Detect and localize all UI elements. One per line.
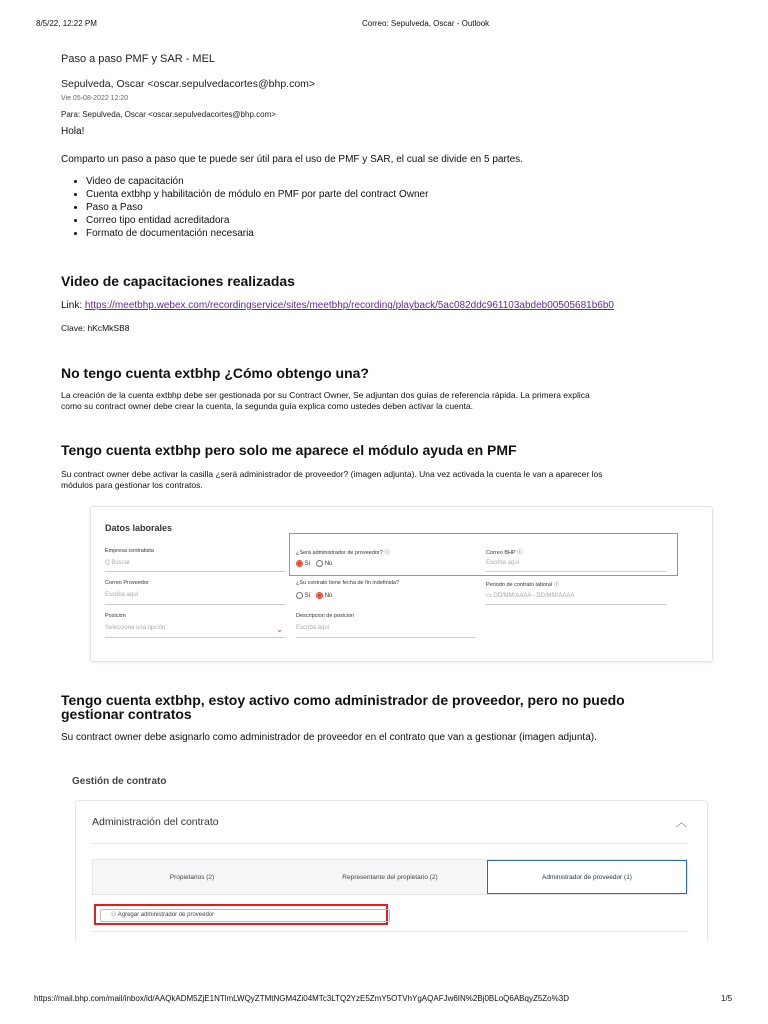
email-subject: Paso a paso PMF y SAR - MEL: [61, 53, 216, 65]
intro-text: Comparto un paso a paso que te puede ser útil para el uso de PMF y SAR, el cual se divide en 5 partes.: [61, 154, 523, 165]
heading-video: Video de capacitaciones realizadas: [61, 273, 295, 289]
page-number: 1/5: [721, 994, 733, 1003]
fecha-yes-radio[interactable]: [296, 592, 303, 599]
greeting: Hola!: [61, 126, 85, 137]
gestion-title: Gestión de contrato: [72, 776, 167, 787]
correo-bhp-input[interactable]: Escriba aquí: [486, 560, 520, 566]
tab-propietarios[interactable]: Propietarios (2): [169, 873, 215, 881]
help-module-line-1: Su contract owner debe activar la casilla ¿será administrador de proveedor? (imagen adjunta). Una vez activada la cuenta le van a aparecer los: [61, 469, 603, 479]
no-account-line-2: como su contract owner debe crear la cuenta, la segunda guía explica como ustedes deben activar la cuenta.: [61, 401, 474, 411]
fecha-fin-radio-group[interactable]: Sí No: [296, 592, 332, 599]
heading-help-module: Tengo cuenta extbhp pero solo me aparece el módulo ayuda en PMF: [61, 442, 517, 458]
datos-laborales-title: Datos laborales: [105, 523, 173, 533]
link-label: Link:: [61, 300, 85, 311]
video-key: Clave: hKcMkSB8: [61, 323, 130, 333]
descripcion-input[interactable]: Escriba aquí: [296, 625, 330, 631]
help-module-line-2: módulos para gestionar los contratos.: [61, 480, 203, 490]
add-user-icon: ⚇: [111, 912, 117, 918]
print-datetime: 8/5/22, 12:22 PM: [36, 19, 97, 28]
recording-link[interactable]: https://meetbhp.webex.com/recordingservice/sites/meetbhp/recording/playback/5ac082ddc961103abdeb00505681b6b0: [84, 300, 614, 311]
tab-representante[interactable]: Representante del propietario (2): [342, 873, 438, 881]
heading-admin-line-1: Tengo cuenta extbhp, estoy activo como administrador de proveedor, pero no puedo: [61, 692, 625, 708]
email-date: Vie 05-08-2022 12:20: [61, 95, 129, 102]
panel-title: Administración del contrato: [92, 816, 219, 828]
list-item: • Paso a Paso: [86, 201, 428, 214]
posicion-select[interactable]: Seleccione una opción ⌄: [105, 625, 283, 634]
periodo-input[interactable]: ▭ DD/MM/AAAA - DD/MM/AAAA: [486, 593, 575, 599]
chevron-down-icon: ⌄: [276, 625, 283, 634]
periodo-label: Periodo de contrato laboral ⓘ: [486, 582, 560, 588]
admin-radio-group[interactable]: Sí No: [296, 560, 332, 567]
list-item: • Correo tipo entidad acreditadora: [86, 214, 428, 227]
add-admin-highlight: [94, 904, 388, 925]
empresa-search-input[interactable]: Q Buscar: [105, 560, 131, 566]
empresa-label: Empresa contratista: [105, 548, 154, 554]
list-item: • Formato de documentación necesaria: [86, 227, 428, 240]
correo-proveedor-input[interactable]: Escriba aquí: [105, 592, 139, 598]
fecha-fin-label: ¿Su contrato tiene fecha de fin indefinida?: [296, 580, 400, 586]
no-account-line-1: La creación de la cuenta extbhp debe ser gestionada por su Contract Owner, Se adjuntan dos guías de referencia rápida. La primera explica: [61, 390, 590, 400]
admin-question-label: ¿Será administrador de proveedor? ⓘ: [296, 550, 390, 556]
tab-administrador[interactable]: Administrador de proveedor (1): [487, 860, 687, 894]
email-to: Para: Sepulveda, Oscar <oscar.sepulvedacortes@bhp.com>: [61, 110, 276, 119]
list-item: • Video de capacitación: [86, 175, 428, 188]
parts-list: [61, 175, 428, 240]
datos-laborales-screenshot: [90, 506, 713, 662]
email-from: Sepulveda, Oscar <oscar.sepulvedacortes@bhp.com>: [61, 78, 316, 90]
descripcion-label: Descripcion de posicion: [296, 613, 355, 619]
chevron-up-icon[interactable]: ︿: [676, 817, 687, 829]
admin-text: Su contract owner debe asignarlo como administrador de proveedor en el contrato que van a gestionar (imagen adjunta).: [61, 732, 597, 743]
gestion-contrato-screenshot: [75, 800, 708, 941]
heading-no-account: No tengo cuenta extbhp ¿Cómo obtengo una?: [61, 365, 369, 381]
posicion-label: Posicion: [105, 613, 126, 619]
add-admin-button[interactable]: ⚇ Agregar administrador de proveedor: [100, 909, 390, 922]
correo-proveedor-label: Correo Proveedor: [105, 580, 149, 586]
correo-bhp-label: Correo BHP ⓘ: [486, 550, 523, 556]
video-link-row: [61, 299, 614, 312]
fecha-no-radio[interactable]: [316, 592, 323, 599]
print-title: Correo: Sepulveda, Oscar - Outlook: [362, 19, 490, 28]
list-item: • Cuenta extbhp y habilitación de módulo en PMF por parte del contract Owner: [86, 188, 428, 201]
print-url: https://mail.bhp.com/mail/inbox/id/AAQkADM5ZjE1NTlmLWQyZTMtNGM4Zi04MTc3LTQ2YzE5ZmY5OTVhYgAQAFJw6IN%2Bj0BLoQ6ABqyZ5Zo%3D: [34, 994, 569, 1003]
admin-highlight-box: [289, 533, 678, 576]
tab-bar: [92, 859, 688, 895]
heading-admin-line-2: gestionar contratos: [61, 706, 192, 722]
calendar-icon: ▭: [486, 593, 492, 599]
